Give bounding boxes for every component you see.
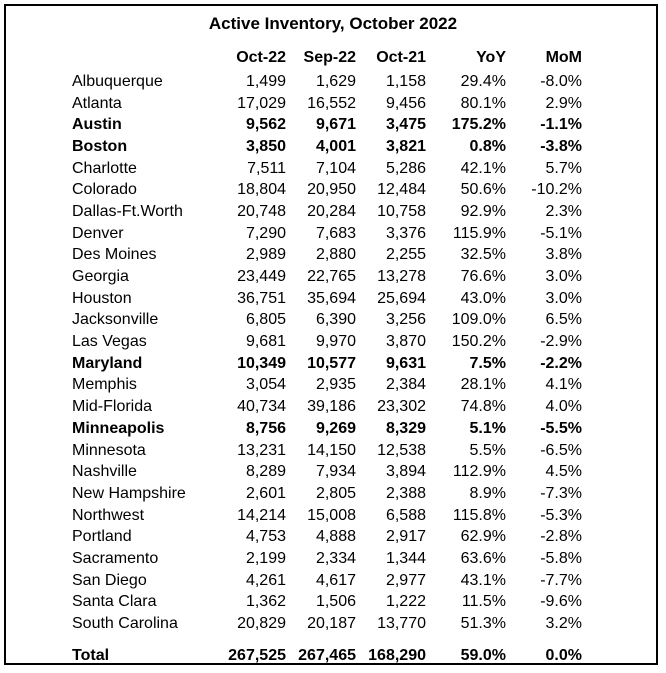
table-row [68,136,582,158]
header-row [68,45,582,71]
table-row [68,526,582,548]
chart-title: Active Inventory, October 2022 [208,14,458,33]
cell-yoy: 92.9% [460,202,506,220]
cell-sep22: 4,001 [315,137,356,155]
total-yoy: 59.0% [460,646,506,664]
row-label: Colorado [72,181,137,199]
cell-yoy: 5.5% [469,441,506,459]
cell-sep22: 22,765 [307,268,356,286]
row-label: Mid-Florida [72,398,153,416]
row-label: New Hampshire [72,484,186,502]
cell-mom: -2.8% [540,528,582,546]
cell-oct22: 2,199 [245,549,286,567]
total-sep22: 267,465 [298,646,356,664]
cell-oct21: 10,758 [377,202,426,220]
column-header-mom: MoM [545,49,582,66]
cell-oct22: 8,289 [245,463,286,481]
cell-oct21: 3,894 [385,463,426,481]
cell-oct22: 6,805 [245,311,286,329]
cell-mom: 4.0% [545,398,582,416]
cell-oct22: 2,989 [245,246,286,264]
cell-oct21: 12,484 [377,181,426,199]
cell-oct21: 3,821 [385,137,426,155]
row-label: Sacramento [72,549,159,567]
cell-sep22: 20,284 [307,202,356,220]
cell-oct22: 7,290 [245,224,286,242]
cell-mom: -2.2% [540,354,582,372]
cell-oct22: 4,753 [245,528,286,546]
cell-sep22: 20,187 [307,615,356,633]
cell-yoy: 62.9% [460,528,506,546]
cell-mom: -8.0% [540,72,582,90]
spacer-row [68,635,582,645]
cell-sep22: 9,269 [315,419,356,437]
cell-sep22: 9,671 [315,116,356,134]
cell-mom: 2.3% [545,202,582,220]
cell-mom: -5.5% [540,419,582,437]
row-label: Jacksonville [72,311,159,329]
cell-mom: -1.1% [540,116,582,134]
cell-oct21: 6,588 [385,506,426,524]
row-label: Georgia [72,268,129,286]
cell-yoy: 11.5% [461,593,506,611]
row-label: Maryland [72,354,143,372]
cell-oct22: 20,829 [237,615,286,633]
table-row [68,613,582,635]
cell-mom: -5.1% [540,224,582,242]
cell-oct21: 25,694 [377,289,426,307]
row-label: Albuquerque [72,72,163,90]
cell-mom: 6.5% [545,311,582,329]
cell-yoy: 42.1% [460,159,506,177]
cell-oct21: 1,344 [385,549,426,567]
cell-sep22: 39,186 [307,398,356,416]
cell-oct21: 23,302 [377,398,426,416]
cell-oct22: 9,681 [245,333,286,351]
row-label: Memphis [72,376,137,394]
cell-yoy: 50.6% [460,181,506,199]
table-row [68,201,582,223]
cell-oct21: 1,222 [385,593,426,611]
cell-oct22: 7,511 [247,159,286,177]
cell-mom: -5.8% [540,549,582,567]
table-row [68,440,582,462]
cell-oct22: 23,449 [237,268,286,286]
row-label: Northwest [72,506,145,524]
row-label: Austin [72,116,122,134]
total-row [68,645,582,667]
row-label: Portland [72,528,132,546]
cell-yoy: 109.0% [451,311,506,329]
cell-yoy: 28.1% [460,376,506,394]
cell-sep22: 2,805 [315,484,356,502]
cell-oct21: 5,286 [385,159,426,177]
cell-sep22: 6,390 [315,311,356,329]
column-header-name [68,45,206,71]
cell-yoy: 63.6% [460,549,506,567]
cell-mom: 2.9% [545,94,582,112]
cell-yoy: 115.8% [452,506,506,524]
cell-oct21: 12,538 [377,441,426,459]
cell-oct22: 36,751 [237,289,286,307]
cell-mom: 3.8% [545,246,582,264]
cell-oct22: 1,362 [245,593,286,611]
total-label: Total [72,646,110,664]
table-row [68,266,582,288]
cell-oct21: 13,278 [377,268,426,286]
table-row [68,375,582,397]
cell-sep22: 15,008 [307,506,356,524]
cell-yoy: 112.9% [452,463,506,481]
row-label: Boston [72,137,128,155]
table-row [68,245,582,267]
cell-oct22: 1,499 [245,72,286,90]
cell-oct22: 17,029 [237,94,286,112]
cell-sep22: 4,888 [315,528,356,546]
table-row [68,461,582,483]
row-label: Charlotte [72,159,137,177]
cell-yoy: 115.9% [452,224,506,242]
column-header-oct22: Oct-22 [236,49,286,66]
table-row [68,505,582,527]
table-row [68,310,582,332]
total-mom: 0.0% [545,646,582,664]
cell-oct22: 10,349 [237,354,286,372]
cell-sep22: 7,683 [315,224,356,242]
cell-oct22: 13,231 [237,441,286,459]
cell-oct21: 3,256 [385,311,426,329]
table-row [68,396,582,418]
inventory-table [68,45,582,667]
cell-oct22: 40,734 [237,398,286,416]
column-header-yoy: YoY [476,49,506,66]
table-row [68,114,582,136]
cell-yoy: 74.8% [460,398,506,416]
column-header-oct21: Oct-21 [376,49,426,66]
cell-mom: 4.1% [545,376,582,394]
cell-oct21: 3,475 [385,116,426,134]
cell-mom: -5.3% [540,506,582,524]
cell-oct21: 2,384 [385,376,426,394]
cell-oct21: 13,770 [377,615,426,633]
cell-oct21: 2,388 [385,484,426,502]
table-row [68,331,582,353]
cell-oct21: 2,917 [385,528,426,546]
cell-mom: 3.0% [545,289,582,307]
cell-oct22: 18,804 [237,181,286,199]
cell-yoy: 5.1% [469,419,506,437]
cell-sep22: 7,934 [315,463,356,481]
cell-sep22: 16,552 [307,94,356,112]
cell-mom: -7.7% [540,571,582,589]
cell-sep22: 1,506 [315,593,356,611]
row-label: Dallas-Ft.Worth [72,202,183,220]
cell-mom: -9.6% [540,593,582,611]
cell-yoy: 8.9% [469,484,506,502]
table-row [68,353,582,375]
cell-oct22: 8,756 [245,419,286,437]
cell-yoy: 43.0% [460,289,506,307]
cell-yoy: 0.8% [469,137,506,155]
cell-mom: -10.2% [531,181,582,199]
cell-yoy: 43.1% [460,571,506,589]
cell-oct21: 2,255 [385,246,426,264]
total-oct21: 168,290 [368,646,426,664]
cell-oct22: 4,261 [245,571,286,589]
cell-yoy: 80.1% [460,94,506,112]
cell-oct22: 2,601 [245,484,286,502]
table-body [68,71,582,635]
cell-oct22: 14,214 [237,506,286,524]
cell-mom: 4.5% [545,463,582,481]
cell-yoy: 29.4% [460,72,506,90]
cell-oct22: 3,054 [245,376,286,394]
cell-oct21: 9,456 [385,94,426,112]
table-row [68,179,582,201]
row-label: Nashville [72,463,137,481]
table-row [68,93,582,115]
table-row [68,418,582,440]
cell-sep22: 9,970 [315,333,356,351]
table-row [68,592,582,614]
cell-oct21: 2,977 [385,571,426,589]
cell-sep22: 2,334 [315,549,356,567]
cell-oct21: 3,376 [385,224,426,242]
row-label: Minneapolis [72,419,165,437]
cell-sep22: 10,577 [307,354,356,372]
table-row [68,71,582,93]
cell-oct22: 9,562 [245,116,286,134]
cell-mom: -6.5% [540,441,582,459]
column-header-sep22: Sep-22 [303,49,356,66]
table-row [68,223,582,245]
table-row [68,158,582,180]
cell-oct21: 9,631 [385,354,426,372]
cell-mom: 3.2% [545,615,582,633]
cell-oct21: 3,870 [385,333,426,351]
cell-yoy: 76.6% [460,268,506,286]
total-oct22: 267,525 [228,646,286,664]
cell-yoy: 150.2% [451,333,506,351]
cell-mom: 5.7% [545,159,582,177]
cell-sep22: 2,935 [315,376,356,394]
table-row [68,570,582,592]
cell-sep22: 14,150 [307,441,356,459]
cell-mom: -7.3% [540,484,582,502]
cell-sep22: 4,617 [315,571,356,589]
row-label: San Diego [72,571,147,589]
table-row [68,288,582,310]
cell-oct22: 3,850 [245,137,286,155]
cell-mom: -2.9% [540,333,582,351]
row-label: Santa Clara [72,593,157,611]
cell-yoy: 51.3% [460,615,506,633]
row-label: Las Vegas [72,333,147,351]
row-label: Minnesota [72,441,146,459]
row-label: South Carolina [72,615,178,633]
cell-mom: 3.0% [545,268,582,286]
row-label: Atlanta [72,94,122,112]
row-label: Des Moines [72,246,157,264]
cell-sep22: 2,880 [315,246,356,264]
cell-yoy: 7.5% [469,354,506,372]
cell-oct21: 8,329 [385,419,426,437]
cell-mom: -3.8% [540,137,582,155]
cell-oct21: 1,158 [385,72,426,90]
cell-sep22: 20,950 [307,181,356,199]
cell-sep22: 7,104 [315,159,356,177]
table-row [68,548,582,570]
cell-yoy: 175.2% [451,116,506,134]
row-label: Houston [72,289,132,307]
cell-oct22: 20,748 [237,202,286,220]
cell-sep22: 1,629 [315,72,356,90]
table-row [68,483,582,505]
cell-sep22: 35,694 [307,289,356,307]
cell-yoy: 32.5% [460,246,506,264]
row-label: Denver [72,224,124,242]
